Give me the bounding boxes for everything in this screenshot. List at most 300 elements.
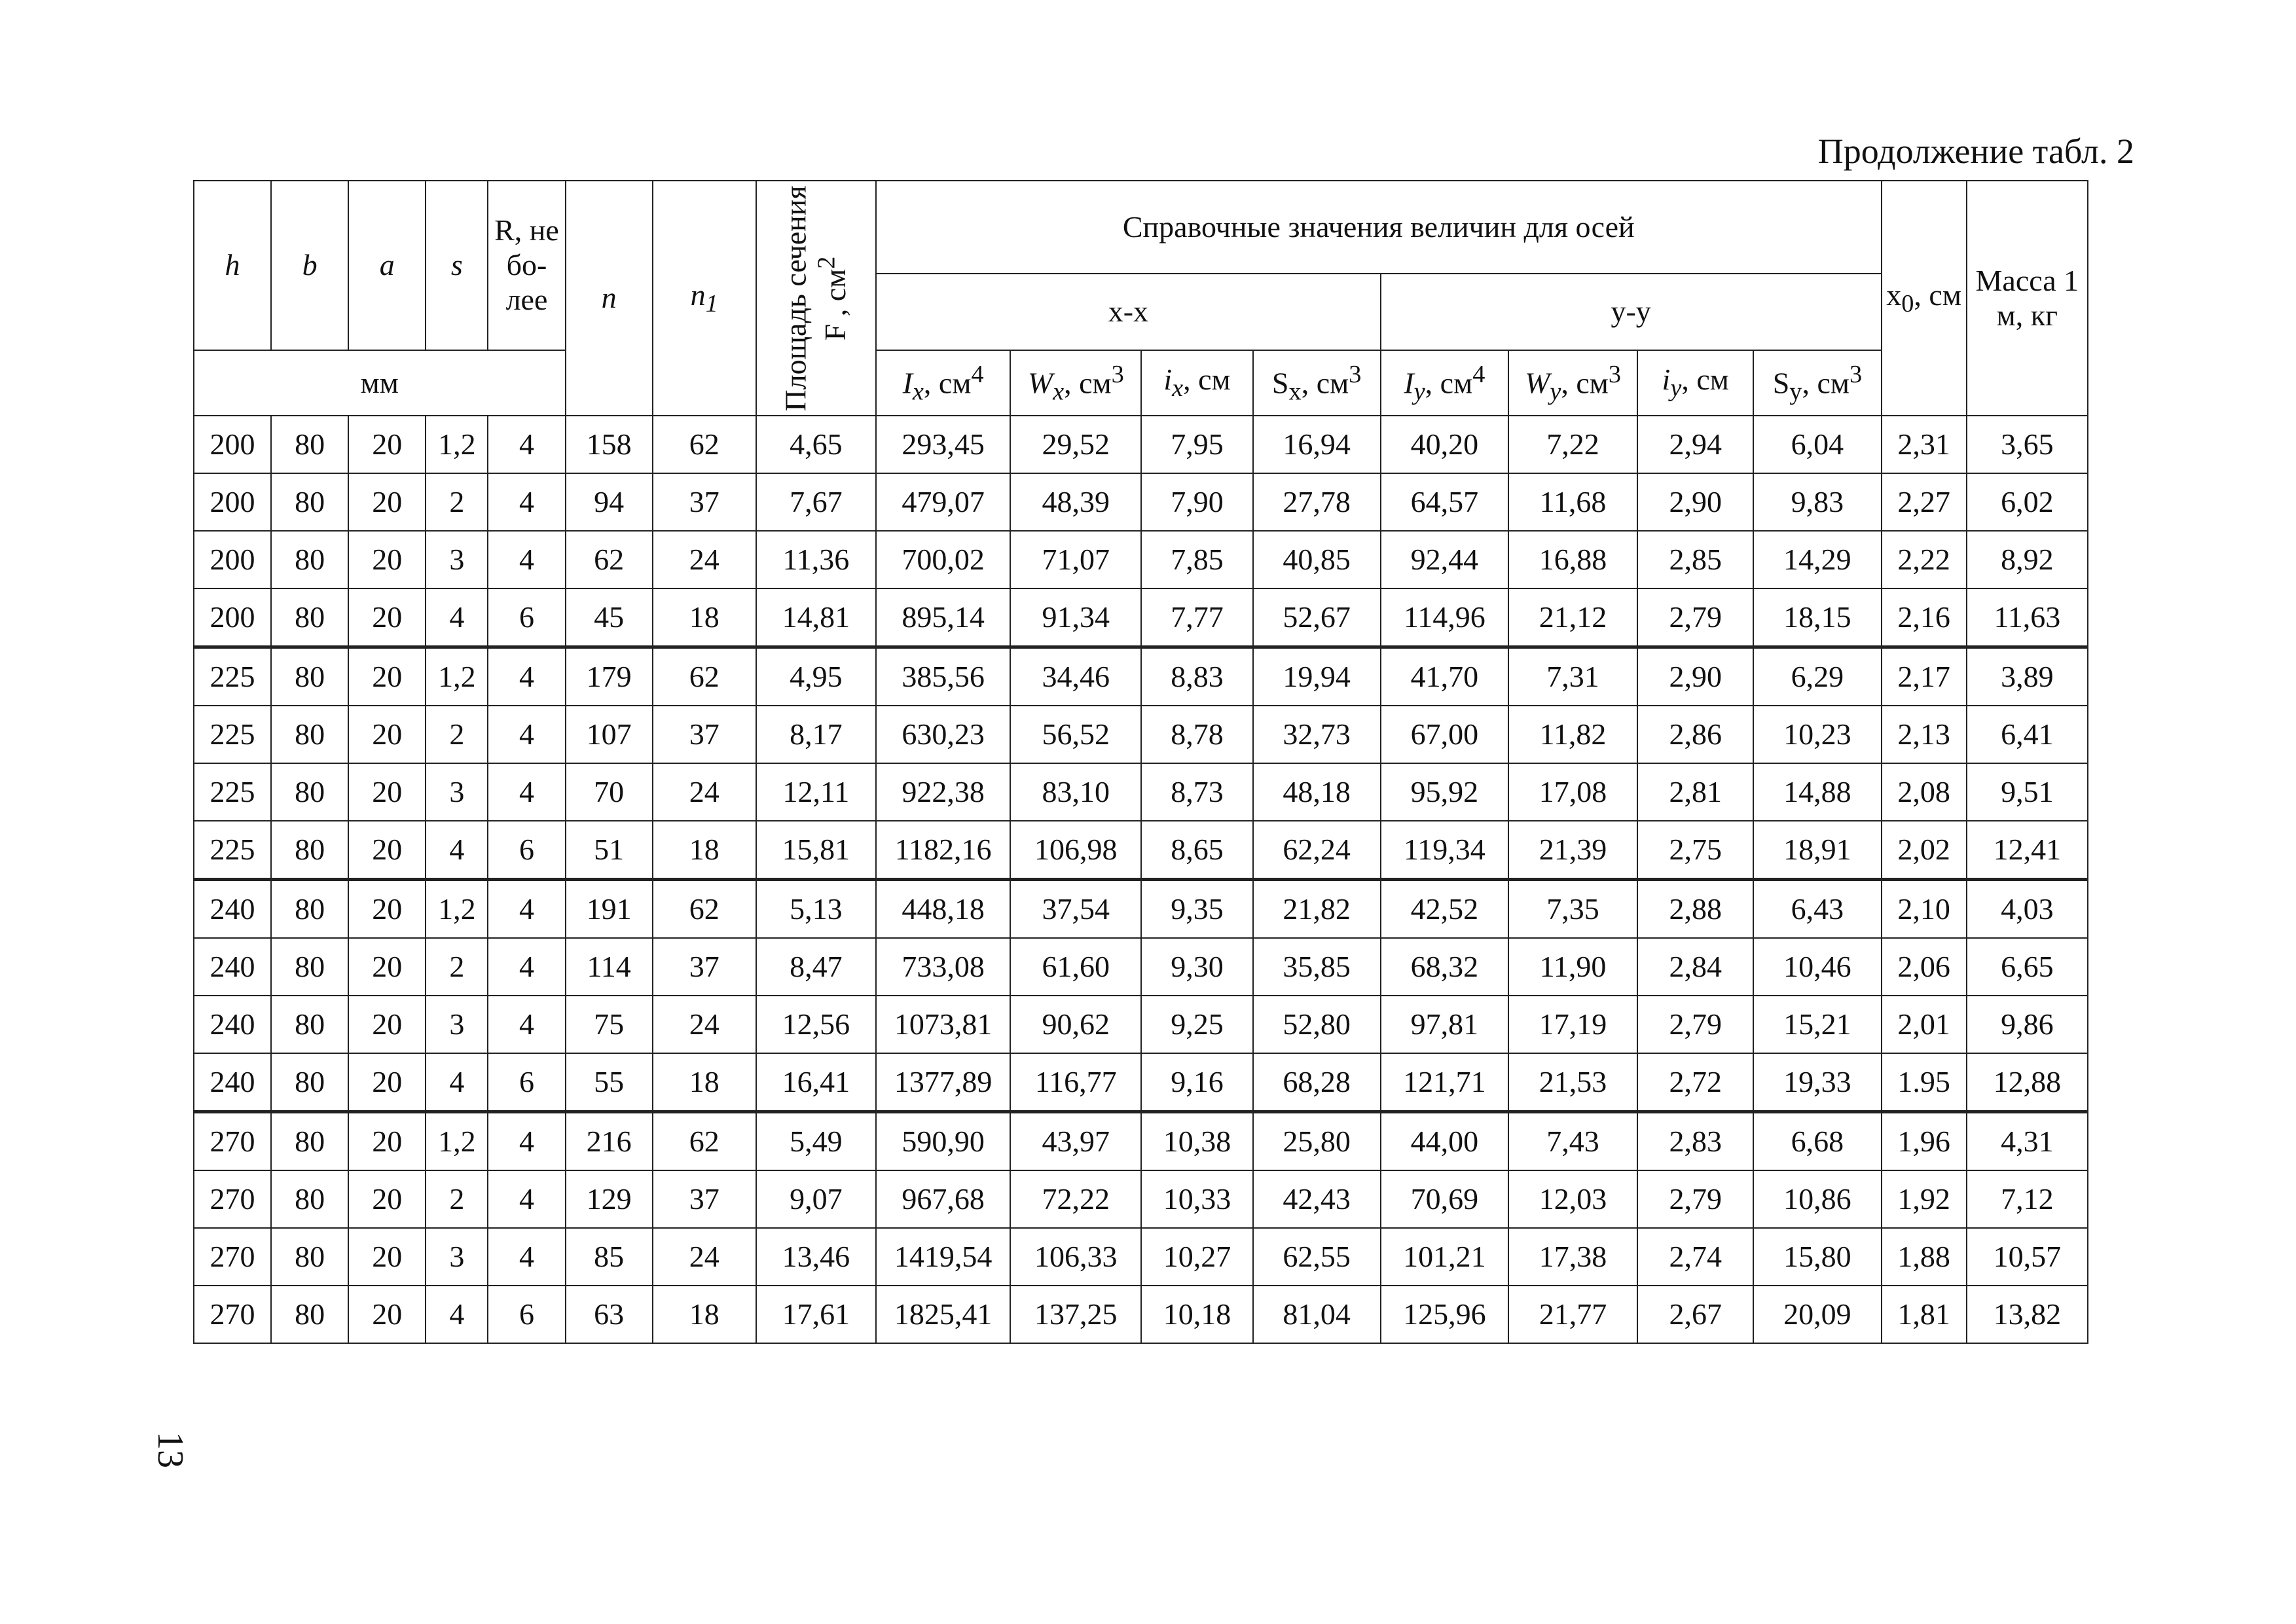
table-cell: 4 — [426, 1286, 488, 1343]
table-cell: 11,68 — [1508, 473, 1637, 531]
table-cell: 12,56 — [756, 996, 876, 1053]
table-row — [194, 880, 2088, 939]
header-b: b — [271, 181, 348, 350]
table-cell: 2,08 — [1882, 763, 1967, 821]
table-cell: 92,44 — [1381, 531, 1508, 588]
header-mass: Масса 1 м, кг — [1967, 181, 2088, 416]
table-cell: 270 — [194, 1112, 271, 1171]
table-cell: 8,65 — [1141, 821, 1252, 880]
table-cell: 7,31 — [1508, 647, 1637, 706]
table-cell: 4,03 — [1967, 880, 2088, 939]
table-cell: 80 — [271, 821, 348, 880]
table-cell: 1377,89 — [876, 1053, 1010, 1112]
header-iiy: $i_y$, см — [1637, 350, 1753, 416]
table-cell: 4 — [488, 706, 565, 763]
header-units-mm: мм — [194, 350, 566, 416]
table-row — [194, 473, 2088, 531]
table-cell: 17,38 — [1508, 1228, 1637, 1286]
table-cell: 6,41 — [1967, 706, 2088, 763]
table-cell: 2,06 — [1882, 938, 1967, 996]
table-cell: 6 — [488, 1286, 565, 1343]
table-cell: 43,97 — [1010, 1112, 1141, 1171]
table-cell: 20 — [348, 996, 426, 1053]
table-cell: 225 — [194, 706, 271, 763]
table-cell: 8,83 — [1141, 647, 1252, 706]
table-cell: 16,94 — [1253, 416, 1381, 473]
table-cell: 590,90 — [876, 1112, 1010, 1171]
table-cell: 270 — [194, 1228, 271, 1286]
table-cell: 3 — [426, 996, 488, 1053]
table-cell: 42,43 — [1253, 1170, 1381, 1228]
header-a: a — [348, 181, 426, 350]
table-cell: 20 — [348, 880, 426, 939]
table-cell: 3,65 — [1967, 416, 2088, 473]
table-cell: 10,86 — [1753, 1170, 1881, 1228]
profile-table — [193, 180, 2088, 1344]
table-cell: 6 — [488, 821, 565, 880]
table-cell: 48,18 — [1253, 763, 1381, 821]
table-cell: 293,45 — [876, 416, 1010, 473]
table-cell: 80 — [271, 880, 348, 939]
table-body — [194, 416, 2088, 1343]
table-cell: 20 — [348, 473, 426, 531]
table-cell: 2,16 — [1882, 588, 1967, 647]
table-cell: 37 — [653, 1170, 756, 1228]
table-cell: 80 — [271, 531, 348, 588]
table-header — [194, 181, 2088, 416]
table-cell: 80 — [271, 588, 348, 647]
table-cell: 29,52 — [1010, 416, 1141, 473]
table-cell: 119,34 — [1381, 821, 1508, 880]
table-cell: 80 — [271, 647, 348, 706]
table-cell: 200 — [194, 531, 271, 588]
table-cell: 9,35 — [1141, 880, 1252, 939]
table-cell: 19,94 — [1253, 647, 1381, 706]
header-r: R, не бо-лее — [488, 181, 565, 350]
table-cell: 2 — [426, 706, 488, 763]
table-cell: 21,39 — [1508, 821, 1637, 880]
table-cell: 11,36 — [756, 531, 876, 588]
table-cell: 12,03 — [1508, 1170, 1637, 1228]
table-cell: 101,21 — [1381, 1228, 1508, 1286]
table-cell: 9,30 — [1141, 938, 1252, 996]
table-cell: 80 — [271, 473, 348, 531]
table-cell: 12,11 — [756, 763, 876, 821]
table-cell: 62 — [653, 416, 756, 473]
table-cell: 2,88 — [1637, 880, 1753, 939]
table-cell: 95,92 — [1381, 763, 1508, 821]
table-cell: 10,46 — [1753, 938, 1881, 996]
table-cell: 10,18 — [1141, 1286, 1252, 1343]
table-cell: 4 — [426, 1053, 488, 1112]
table-cell: 4,65 — [756, 416, 876, 473]
table-cell: 5,13 — [756, 880, 876, 939]
table-cell: 733,08 — [876, 938, 1010, 996]
table-cell: 2 — [426, 1170, 488, 1228]
table-cell: 2,75 — [1637, 821, 1753, 880]
table-cell: 121,71 — [1381, 1053, 1508, 1112]
table-cell: 200 — [194, 588, 271, 647]
table-cell: 270 — [194, 1286, 271, 1343]
table-cell: 895,14 — [876, 588, 1010, 647]
table-cell: 7,85 — [1141, 531, 1252, 588]
table-cell: 7,67 — [756, 473, 876, 531]
table-cell: 4 — [488, 938, 565, 996]
table-cell: 158 — [566, 416, 653, 473]
table-cell: 179 — [566, 647, 653, 706]
table-cell: 97,81 — [1381, 996, 1508, 1053]
table-cell: 21,82 — [1253, 880, 1381, 939]
table-cell: 6,02 — [1967, 473, 2088, 531]
table-cell: 2,13 — [1882, 706, 1967, 763]
table-cell: 85 — [566, 1228, 653, 1286]
table-cell: 2,10 — [1882, 880, 1967, 939]
table-row — [194, 588, 2088, 647]
table-cell: 80 — [271, 763, 348, 821]
header-iy: $I_y$, $см^4$ — [1381, 350, 1508, 416]
table-cell: 4 — [488, 1228, 565, 1286]
table-cell: 20 — [348, 821, 426, 880]
table-cell: 12,88 — [1967, 1053, 2088, 1112]
table-cell: 63 — [566, 1286, 653, 1343]
table-cell: 7,77 — [1141, 588, 1252, 647]
table-row — [194, 416, 2088, 473]
table-cell: 51 — [566, 821, 653, 880]
table-cell: 56,52 — [1010, 706, 1141, 763]
table-cell: 9,83 — [1753, 473, 1881, 531]
table-cell: 4 — [488, 531, 565, 588]
table-cell: 2,67 — [1637, 1286, 1753, 1343]
table-cell: 13,46 — [756, 1228, 876, 1286]
table-cell: 4 — [488, 996, 565, 1053]
table-cell: 1,2 — [426, 880, 488, 939]
table-cell: 6,65 — [1967, 938, 2088, 996]
table-cell: 2,83 — [1637, 1112, 1753, 1171]
table-cell: 4 — [488, 473, 565, 531]
table-cell: 13,82 — [1967, 1286, 2088, 1343]
table-cell: 240 — [194, 880, 271, 939]
table-cell: 15,21 — [1753, 996, 1881, 1053]
table-cell: 20,09 — [1753, 1286, 1881, 1343]
table-cell: 68,32 — [1381, 938, 1508, 996]
table-cell: 7,90 — [1141, 473, 1252, 531]
table-cell: 191 — [566, 880, 653, 939]
table-cell: 62 — [653, 880, 756, 939]
table-cell: 75 — [566, 996, 653, 1053]
table-cell: 2,74 — [1637, 1228, 1753, 1286]
table-cell: 1,2 — [426, 647, 488, 706]
table-cell: 24 — [653, 531, 756, 588]
table-row — [194, 1053, 2088, 1112]
table-cell: 1,2 — [426, 1112, 488, 1171]
table-cell: 20 — [348, 1112, 426, 1171]
header-iix: $i_x$, см — [1141, 350, 1252, 416]
table-cell: 4,31 — [1967, 1112, 2088, 1171]
table-cell: 18,91 — [1753, 821, 1881, 880]
table-cell: 106,98 — [1010, 821, 1141, 880]
table-cell: 1,2 — [426, 416, 488, 473]
table-cell: 20 — [348, 531, 426, 588]
table-cell: 16,88 — [1508, 531, 1637, 588]
table-cell: 15,81 — [756, 821, 876, 880]
header-area: Площадь сечения F , $см^2$ — [756, 181, 876, 416]
table-cell: 44,00 — [1381, 1112, 1508, 1171]
header-n1: $n_1$ — [653, 181, 756, 416]
table-cell: 1,96 — [1882, 1112, 1967, 1171]
table-cell: 2,31 — [1882, 416, 1967, 473]
table-cell: 80 — [271, 1112, 348, 1171]
table-cell: 2,86 — [1637, 706, 1753, 763]
table-cell: 81,04 — [1253, 1286, 1381, 1343]
table-cell: 21,12 — [1508, 588, 1637, 647]
table-cell: 2,85 — [1637, 531, 1753, 588]
table-cell: 2,72 — [1637, 1053, 1753, 1112]
table-cell: 32,73 — [1253, 706, 1381, 763]
table-cell: 18 — [653, 1053, 756, 1112]
table-cell: 35,85 — [1253, 938, 1381, 996]
table-cell: 6 — [488, 1053, 565, 1112]
table-cell: 94 — [566, 473, 653, 531]
table-row — [194, 706, 2088, 763]
table-cell: 2,02 — [1882, 821, 1967, 880]
table-cell: 80 — [271, 1053, 348, 1112]
table-cell: 20 — [348, 1286, 426, 1343]
header-reference: Справочные значения величин для осей — [876, 181, 1882, 274]
header-s: s — [426, 181, 488, 350]
table-cell: 107 — [566, 706, 653, 763]
table-cell: 24 — [653, 1228, 756, 1286]
table-cell: 2,22 — [1882, 531, 1967, 588]
table-cell: 4 — [488, 647, 565, 706]
table-cell: 20 — [348, 763, 426, 821]
table-cell: 7,12 — [1967, 1170, 2088, 1228]
table-cell: 4 — [426, 588, 488, 647]
header-h: h — [194, 181, 271, 350]
table-cell: 62,55 — [1253, 1228, 1381, 1286]
table-cell: 62 — [653, 1112, 756, 1171]
table-cell: 4 — [488, 1112, 565, 1171]
table-caption: Продолжение табл. 2 — [1817, 132, 2134, 171]
table-cell: 34,46 — [1010, 647, 1141, 706]
table-cell: 27,78 — [1253, 473, 1381, 531]
table-cell: 61,60 — [1010, 938, 1141, 996]
header-sx: $S_x$, $см^3$ — [1253, 350, 1381, 416]
table-row — [194, 1286, 2088, 1343]
table-cell: 10,23 — [1753, 706, 1881, 763]
table-cell: 80 — [271, 416, 348, 473]
table-cell: 80 — [271, 1286, 348, 1343]
table-cell: 64,57 — [1381, 473, 1508, 531]
table-cell: 1,81 — [1882, 1286, 1967, 1343]
table-cell: 4 — [488, 763, 565, 821]
table-cell: 2 — [426, 473, 488, 531]
table-cell: 116,77 — [1010, 1053, 1141, 1112]
table-cell: 17,19 — [1508, 996, 1637, 1053]
table-cell: 3 — [426, 763, 488, 821]
table-cell: 20 — [348, 1228, 426, 1286]
table-row — [194, 996, 2088, 1053]
table-cell: 17,08 — [1508, 763, 1637, 821]
table-cell: 6 — [488, 588, 565, 647]
table-cell: 700,02 — [876, 531, 1010, 588]
table-cell: 11,90 — [1508, 938, 1637, 996]
header-axis-yy: y-y — [1381, 274, 1882, 350]
table-cell: 448,18 — [876, 880, 1010, 939]
table-cell: 630,23 — [876, 706, 1010, 763]
table-cell: 6,04 — [1753, 416, 1881, 473]
table-cell: 2,01 — [1882, 996, 1967, 1053]
table-cell: 1419,54 — [876, 1228, 1010, 1286]
table-cell: 71,07 — [1010, 531, 1141, 588]
table-cell: 18 — [653, 588, 756, 647]
table-cell: 216 — [566, 1112, 653, 1171]
table-cell: 2,27 — [1882, 473, 1967, 531]
table-cell: 18 — [653, 821, 756, 880]
table-cell: 2,90 — [1637, 647, 1753, 706]
table-cell: 2,17 — [1882, 647, 1967, 706]
table-cell: 37 — [653, 473, 756, 531]
table-cell: 4 — [488, 880, 565, 939]
table-cell: 8,73 — [1141, 763, 1252, 821]
table-cell: 83,10 — [1010, 763, 1141, 821]
table-cell: 11,82 — [1508, 706, 1637, 763]
table-cell: 9,25 — [1141, 996, 1252, 1053]
table-cell: 40,20 — [1381, 416, 1508, 473]
table-cell: 8,17 — [756, 706, 876, 763]
table-cell: 240 — [194, 1053, 271, 1112]
table-cell: 200 — [194, 416, 271, 473]
table-cell: 15,80 — [1753, 1228, 1881, 1286]
table-row — [194, 531, 2088, 588]
table-cell: 225 — [194, 763, 271, 821]
table-cell: 6,29 — [1753, 647, 1881, 706]
table-cell: 21,53 — [1508, 1053, 1637, 1112]
table-cell: 20 — [348, 647, 426, 706]
table-cell: 1,88 — [1882, 1228, 1967, 1286]
table-cell: 114,96 — [1381, 588, 1508, 647]
table-row — [194, 821, 2088, 880]
table-cell: 125,96 — [1381, 1286, 1508, 1343]
table-row — [194, 1228, 2088, 1286]
table-cell: 90,62 — [1010, 996, 1141, 1053]
table-cell: 479,07 — [876, 473, 1010, 531]
table-cell: 1,92 — [1882, 1170, 1967, 1228]
table-cell: 67,00 — [1381, 706, 1508, 763]
table-cell: 1.95 — [1882, 1053, 1967, 1112]
table-cell: 70 — [566, 763, 653, 821]
table-row — [194, 1170, 2088, 1228]
table-cell: 8,78 — [1141, 706, 1252, 763]
table-cell: 20 — [348, 938, 426, 996]
table-cell: 80 — [271, 996, 348, 1053]
table-cell: 70,69 — [1381, 1170, 1508, 1228]
table-cell: 52,80 — [1253, 996, 1381, 1053]
table-cell: 2,94 — [1637, 416, 1753, 473]
table-cell: 16,41 — [756, 1053, 876, 1112]
table-row — [194, 763, 2088, 821]
table-cell: 52,67 — [1253, 588, 1381, 647]
table-cell: 200 — [194, 473, 271, 531]
table-cell: 2 — [426, 938, 488, 996]
table-cell: 5,49 — [756, 1112, 876, 1171]
table-cell: 24 — [653, 996, 756, 1053]
table-cell: 10,33 — [1141, 1170, 1252, 1228]
table-cell: 7,22 — [1508, 416, 1637, 473]
header-n: n — [566, 181, 653, 416]
table-cell: 3 — [426, 531, 488, 588]
table-cell: 270 — [194, 1170, 271, 1228]
table-cell: 4 — [488, 1170, 565, 1228]
table-cell: 72,22 — [1010, 1170, 1141, 1228]
table-cell: 385,56 — [876, 647, 1010, 706]
table-cell: 25,80 — [1253, 1112, 1381, 1171]
table-cell: 240 — [194, 938, 271, 996]
table-cell: 18 — [653, 1286, 756, 1343]
table-cell: 12,41 — [1967, 821, 2088, 880]
table-cell: 225 — [194, 647, 271, 706]
table-cell: 40,85 — [1253, 531, 1381, 588]
table-cell: 80 — [271, 706, 348, 763]
table-cell: 20 — [348, 706, 426, 763]
table-cell: 1825,41 — [876, 1286, 1010, 1343]
page-number: 13 — [150, 1432, 191, 1468]
table-cell: 20 — [348, 416, 426, 473]
table-cell: 80 — [271, 1170, 348, 1228]
table-cell: 14,88 — [1753, 763, 1881, 821]
table-cell: 42,52 — [1381, 880, 1508, 939]
table-cell: 68,28 — [1253, 1053, 1381, 1112]
table-cell: 2,90 — [1637, 473, 1753, 531]
table-cell: 137,25 — [1010, 1286, 1141, 1343]
table-cell: 8,92 — [1967, 531, 2088, 588]
table-cell: 37,54 — [1010, 880, 1141, 939]
table-cell: 11,63 — [1967, 588, 2088, 647]
table-cell: 967,68 — [876, 1170, 1010, 1228]
table-row — [194, 647, 2088, 706]
table-cell: 4,95 — [756, 647, 876, 706]
table-cell: 3,89 — [1967, 647, 2088, 706]
table-cell: 6,68 — [1753, 1112, 1881, 1171]
table-cell: 6,43 — [1753, 880, 1881, 939]
header-sy: $S_y$, $см^3$ — [1753, 350, 1881, 416]
table-cell: 9,51 — [1967, 763, 2088, 821]
header-xo: $x_0$, см — [1882, 181, 1967, 416]
table-cell: 62,24 — [1253, 821, 1381, 880]
header-wx: $W_x$, $см^3$ — [1010, 350, 1141, 416]
table-cell: 7,95 — [1141, 416, 1252, 473]
table-cell: 1182,16 — [876, 821, 1010, 880]
table-cell: 20 — [348, 1170, 426, 1228]
table-cell: 62 — [653, 647, 756, 706]
table-row — [194, 938, 2088, 996]
table-cell: 91,34 — [1010, 588, 1141, 647]
table-cell: 10,57 — [1967, 1228, 2088, 1286]
table-row — [194, 1112, 2088, 1171]
table-cell: 20 — [348, 1053, 426, 1112]
table-cell: 9,07 — [756, 1170, 876, 1228]
header-axis-xx: x-x — [876, 274, 1381, 350]
table-cell: 1073,81 — [876, 996, 1010, 1053]
table-cell: 41,70 — [1381, 647, 1508, 706]
table-cell: 2,79 — [1637, 996, 1753, 1053]
table-cell: 19,33 — [1753, 1053, 1881, 1112]
table-cell: 225 — [194, 821, 271, 880]
table-cell: 14,29 — [1753, 531, 1881, 588]
table-cell: 3 — [426, 1228, 488, 1286]
table-cell: 7,35 — [1508, 880, 1637, 939]
table-cell: 9,16 — [1141, 1053, 1252, 1112]
table-cell: 24 — [653, 763, 756, 821]
